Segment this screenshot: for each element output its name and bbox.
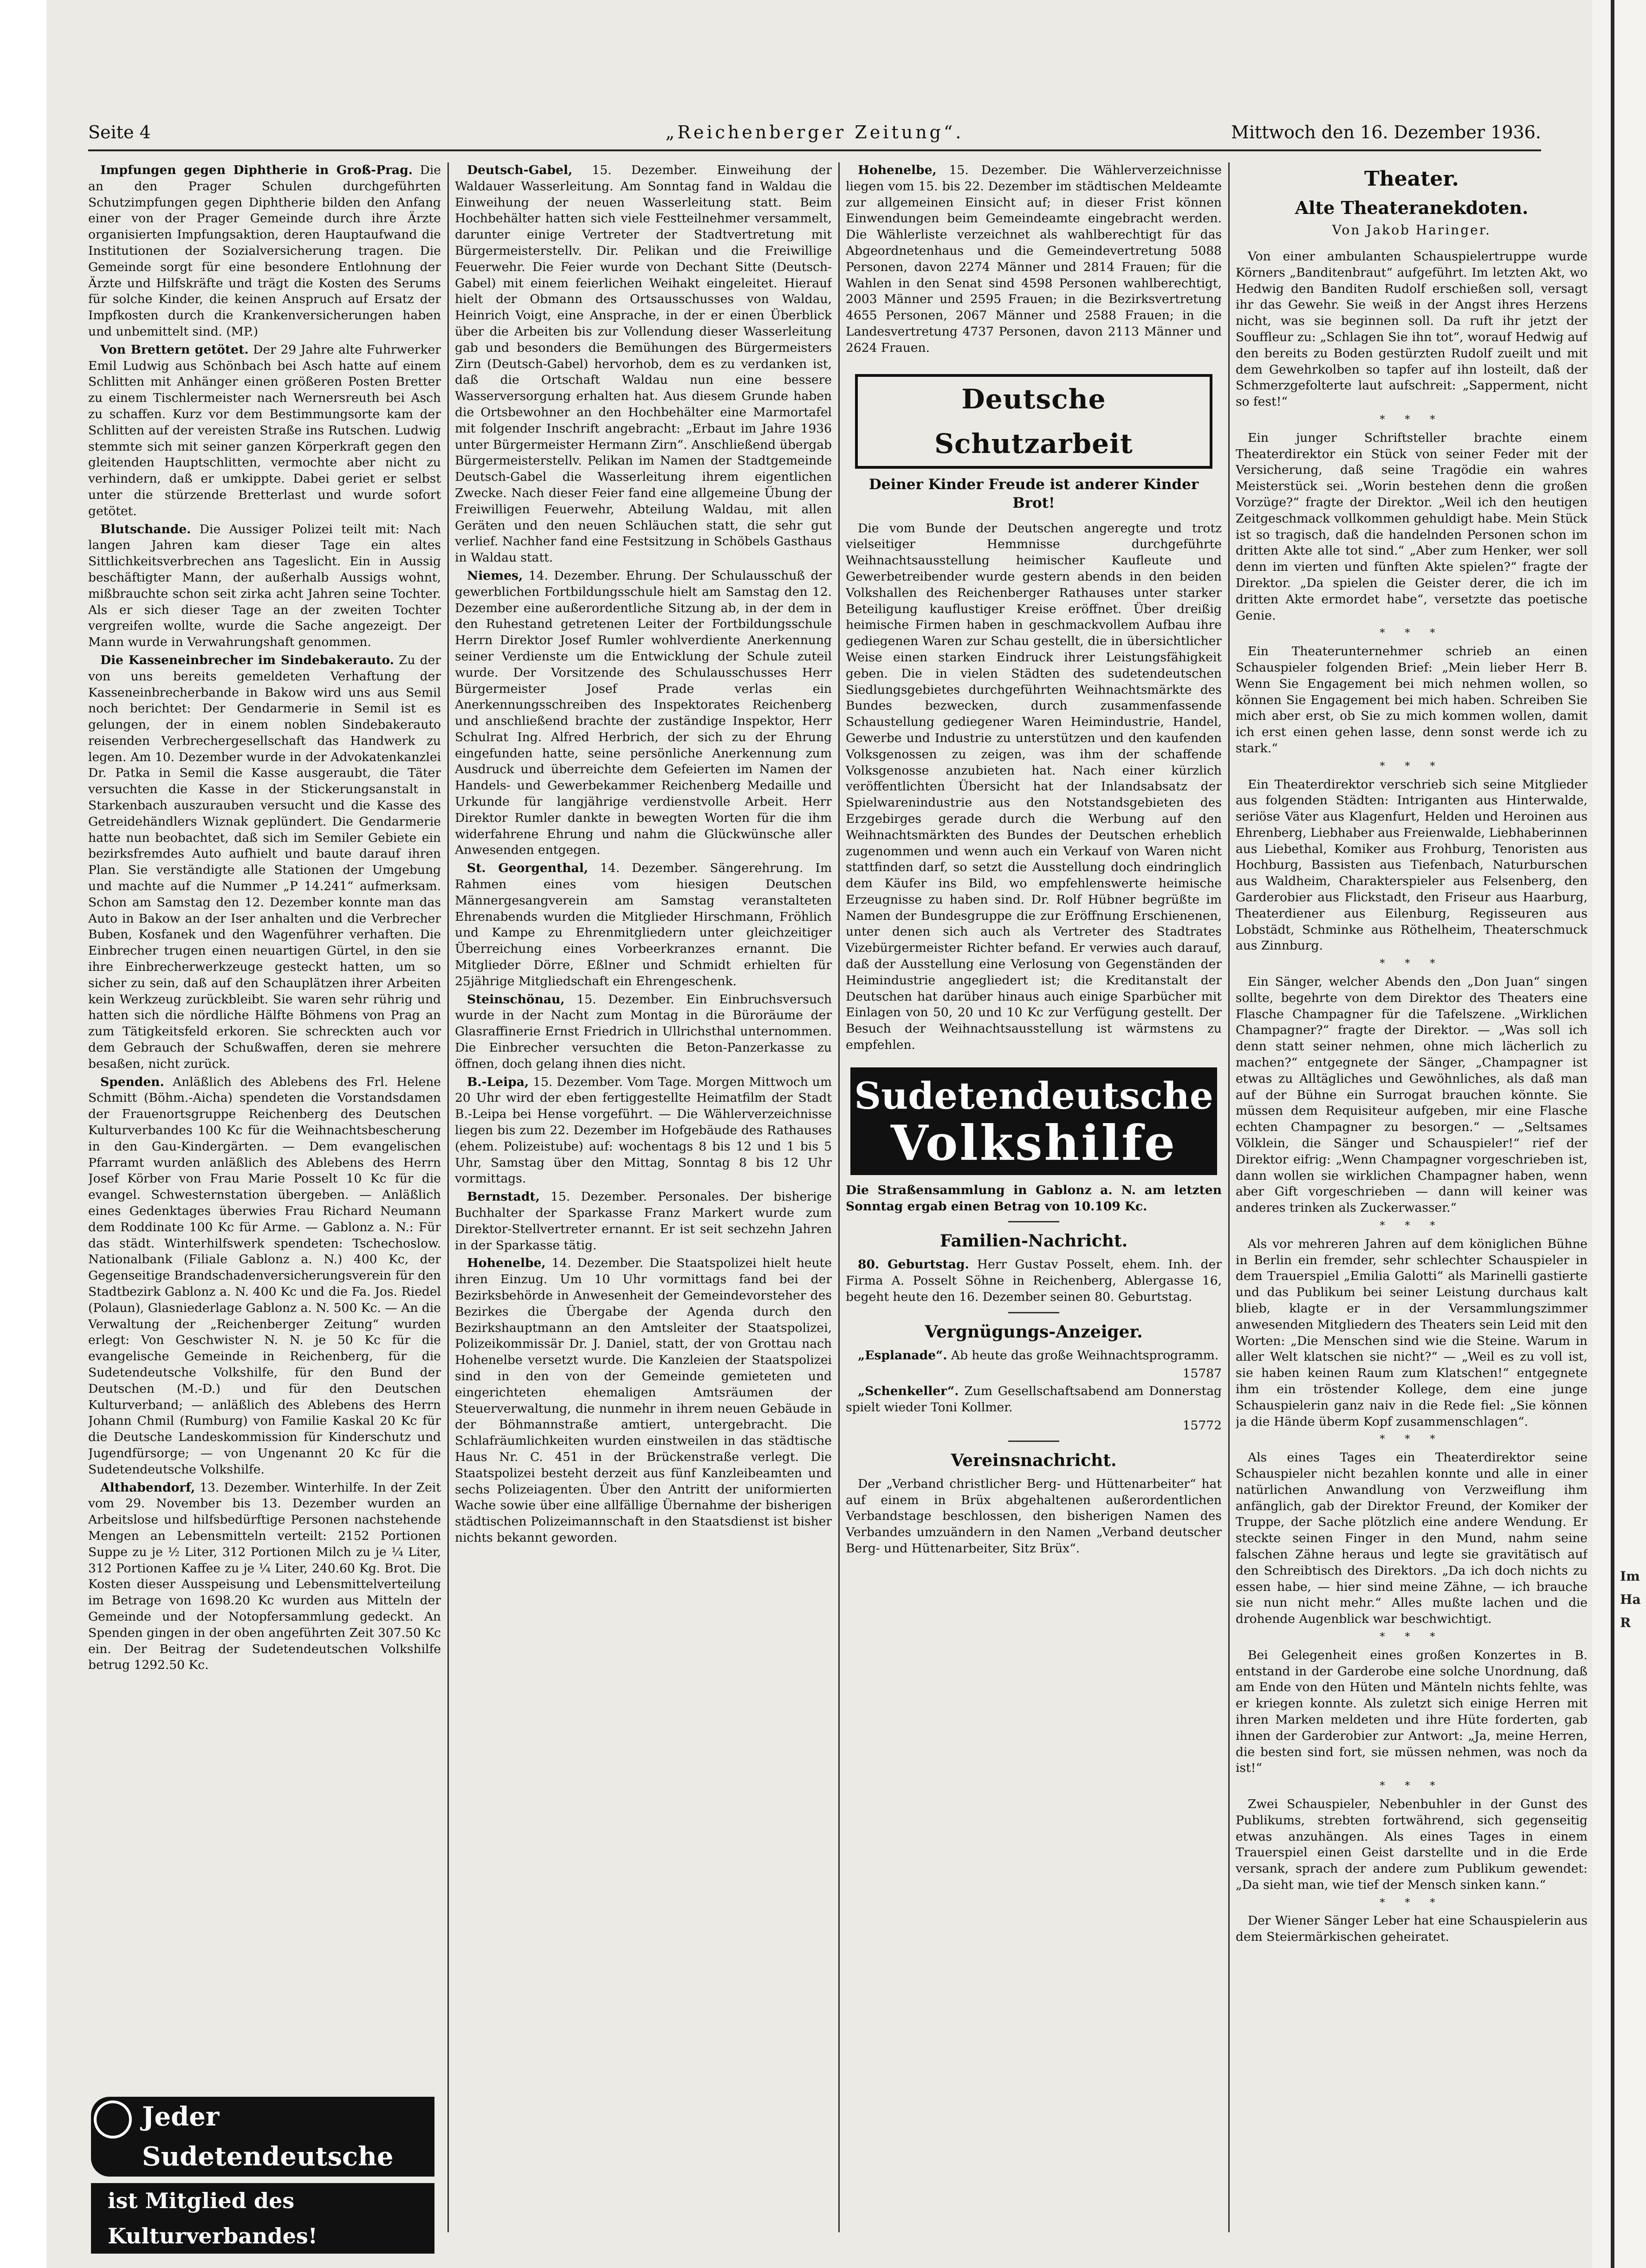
logo-line-1: Sudetendeutsche	[854, 1073, 1213, 1118]
article-title: Hohenelbe,	[858, 163, 937, 177]
article-text: Die an den Prager Schulen durchgeführten Schutzimpfungen gegen Diphtherie bilden den Anfang einer von der Prager Gemeinde durch ihre Ärzte organisierten Impfungsaktion, deren Hauptaufwand die Institutionen der Sozialversicherung tragen. Die Gemeinde sorgt für eine besondere Entlohnung der Ärzte und Hilfskräfte und trägt die Kosten des Serums für solche Kinder, die keinen Anspruch auf Ersatz der Impfkosten durch die Krankenversicherungen haben und unbemittelt sind. (MP.)	[88, 163, 441, 339]
notice-title: „Schenkeller“.	[858, 1384, 959, 1399]
separator-stars: * * *	[1380, 1220, 1444, 1232]
article-text: 14. Dezember. Sängerehrung. Im Rahmen eines vom hiesigen Deutschen Männergesangverein am Samstag veranstalteten Ehrenabends wurden die Mitglieder Hirschmann, Fröhlich und Kampe zu Ehrenmitgliedern unter gleichzeitiger Überreichung eines Vorbeerkranzes ernannt. Die Mitglieder Dörre, Eßlner und Schmidt erhielten für 25jährige Mitgliedschaft ein Ehrengeschenk.	[455, 861, 832, 989]
article-title: Die Kasseneinbrecher im Sindebakerauto.	[100, 653, 394, 667]
article-title: Hohenelbe,	[467, 1256, 546, 1271]
anecdote: Als eines Tages ein Theaterdirektor seine Schauspieler nicht bezahlen konnte und alle in einer natürlichen Anwandlung von Verzweiflung ihm anfänglich, gab der Direktor Freund, der Komiker der Truppe, der Sache plötzlich eine andere Wendung. Er steckte seinen Finger in den Mund, nahm seine falschen Zähne heraus und legte sie gravitätisch auf den Schreibtisch des Direktors. „Da ich doch nichts zu essen habe, — hier sind meine Zähne, — ich brauche sie nun nicht mehr.“ Alles mußte lachen und die drohende Augenblick war beschwichtigt.	[1236, 1450, 1588, 1627]
article-title: Spenden.	[100, 1074, 164, 1089]
notice-title: „Esplanade“.	[858, 1348, 947, 1363]
schutzarbeit-heading-box: Deutsche Schutzarbeit	[855, 374, 1212, 469]
banner-line-1: Jeder Sudetendeutsche	[91, 2097, 434, 2177]
emblem-icon	[94, 2100, 132, 2139]
article	[846, 1257, 1222, 1305]
notice-text: Ab heute das große Weihnachtsprogramm.	[951, 1348, 1219, 1363]
section-heading: Vergnügungs-Anzeiger.	[925, 1322, 1143, 1342]
article-title: Bernstadt,	[467, 1189, 540, 1204]
column-2	[455, 162, 832, 2228]
page-header	[88, 118, 1541, 146]
anecdote: Zwei Schauspieler, Nebenbuhler in der Gunst des Publikums, strebten fortwährend, sich gegenseitig etwas anzuhängen. Als eines Tages in einem Trauerspiel einen Geist darstellte und in die Erde versank, sprach der andere zum Publikum gewendet: „Da sieht man, wie tief der Mensch sinken kann.“	[1236, 1796, 1588, 1892]
article-text: 15. Dezember. Die Wählerverzeichnisse liegen vom 15. bis 22. Dezember im städtischen Meldeamte zur allgemeinen Einsicht auf; in dieser Frist können Einwendungen beim Gemeindeamte eingebracht werden. Die Wählerliste verzeichnet als wahlberechtigt für das Abgeordnetenhaus und die Gemeindevertretung 5088 Personen, davon 2274 Männer und 2814 Frauen; für die Wahlen in den Senat sind 4598 Personen wahlberechtigt, 2003 Männer und 2595 Frauen; in die Bezirksvertretung 4655 Personen, 2067 Männer und 2588 Frauen; in die Landesvertretung 4737 Personen, davon 2113 Männer und 2624 Frauen.	[846, 163, 1222, 355]
column-1	[88, 162, 441, 2088]
section-heading: Theater.	[1364, 167, 1459, 191]
anecdote: Ein Theaterunternehmer schrieb an einen Schauspieler folgenden Brief: „Mein lieber Herr B. Wenn Sie Engagement bei mich nehmen wollen, so können Sie Engagement bei mich haben. Schreiben Sie mich aber erst, ob Sie zu mich kommen wollen, damit ich erst einen gehen lasse, denn sonst werde ich zu stark.“	[1236, 644, 1588, 756]
schutzarbeit-slogan: Deiner Kinder Freude ist anderer Kinder Brot!	[868, 476, 1199, 511]
page-fold-line	[1611, 0, 1614, 2268]
column-rule	[447, 162, 449, 2232]
section-heading: Vereinsnachricht.	[951, 1450, 1117, 1470]
article	[455, 992, 832, 1073]
logo-line-2: Volkshilfe	[890, 1114, 1177, 1171]
article	[88, 162, 441, 340]
article-text: 15. Dezember. Ein Einbruchsversuch wurde in der Nacht zum Montag in die Büroräume der Glasraffinerie Ernst Friedrich in Ullrichsthal unternommen. Die Einbrecher versuchten die Beton-Panzerkasse zu öffnen, doch gelang ihnen dies nicht.	[455, 992, 832, 1071]
author-byline: Von Jakob Haringer.	[1332, 222, 1491, 238]
article-title: Von Brettern getötet.	[100, 342, 249, 357]
notice	[846, 1383, 1222, 1416]
article-text: Herr Gustav Posselt, ehem. Inh. der Firma A. Posselt Söhne in Reichenberg, Ablergasse 16, begeht heute den 16. Dezember seinen 80. Geburtstag.	[846, 1257, 1222, 1305]
issue-date: Mittwoch den 16. Dezember 1936.	[1231, 122, 1541, 142]
notice	[846, 1348, 1222, 1364]
margin-fragment: R	[1620, 1615, 1631, 1630]
article-title: 80. Geburtstag.	[858, 1257, 969, 1272]
article	[88, 1480, 441, 1674]
article-title: Impfungen gegen Diphtherie in Groß-Prag.	[100, 163, 413, 177]
volkshilfe-logo	[850, 1067, 1217, 1175]
notice-number: 15772	[1182, 1418, 1222, 1433]
article-text: Der „Verband christlicher Berg- und Hüttenarbeiter“ hat auf einem in Brüx abgehaltenen außerordentlichen Verbandstage beschlossen, den bisherigen Namen des Verbandes umzuändern in den Namen „Verband deutscher Berg- und Hüttenarbeiter, Sitz Brüx“.	[846, 1476, 1222, 1556]
article	[88, 653, 441, 1073]
adjacent-page-edge	[1592, 0, 1646, 2268]
column-rule	[1228, 162, 1230, 2232]
column-3	[846, 162, 1222, 2228]
anecdote: Der Wiener Sänger Leber hat eine Schauspielerin aus dem Steiermärkischen geheiratet.	[1236, 1913, 1588, 1945]
separator-stars: * * *	[1380, 1434, 1444, 1446]
section-divider	[1008, 1441, 1059, 1442]
newspaper-name: „Reichenberger Zeitung“.	[665, 122, 964, 142]
article-title: Steinschönau,	[467, 992, 565, 1007]
article	[88, 522, 441, 651]
anecdote: Von einer ambulanten Schauspielertruppe wurde Körners „Banditenbraut“ aufgeführt. Im letzten Akt, wo Hedwig den Banditen Rudolf erschießen soll, versagt ihr das Gewehr. Sie weiß in der Angst ihres Herzens nicht, was sie beginnen soll. Da ruft ihr jetzt der Souffleur zu: „Schlagen Sie ihn tot“, worauf Hedwig auf den bereits zu Boden gestürzten Rudolf zueilt und mit dem Gewehrkolben so tapfer auf ihn losteilt, daß der Schmerzgefolterte laut aufschreit: „Sapperment, nicht so fest!“	[1236, 249, 1588, 409]
separator-stars: * * *	[1380, 414, 1444, 426]
article-text: Die vom Bunde der Deutschen angeregte und trotz vielseitiger Hemmnisse durchgeführte Weihnachtsausstellung heimischer Kaufleute und Gewerbetreibender wurde gestern abends in den beiden Volkshallen des Reichenberger Rathauses unter starker Beteiligung kauflustiger Kreise eröffnet. Über dreißig heimische Firmen haben in geschmackvollem Aufbau ihre gediegenen Waren zur Schau gestellt, die in übersichtlicher Weise einen starken Eindruck ihrer Leistungsfähigkeit geben. Die in vielen Städten des sudetendeutschen Siedlungsgebietes durchgeführten Weihnachtsmärkte des Bundes bezwecken, durch zusammenfassende Schaustellung gediegener Waren Heimindustrie, Handel, Gewerbe und Industrie zu unterstützen und den kaufenden Volksgenossen zu zeigen, was ihm der schaffende Volksgenosse anzubieten hat. Nach einer kürzlich veröffentlichten Übersicht hat der Inlandsabsatz der Spielwarenindustrie aus den Notstandsgebieten des Erzgebirges gerade durch die Werbung auf den Weihnachtsmärkten des Bundes der Deutschen erheblich zugenommen und wenn auch ein Verkauf von Waren nicht stattfinden darf, so setzt die Ausstellung doch eindringlich dem Käufer ins Bild, wo empfehlenswerte heimische Erzeugnisse zu haben sind. Dr. Rolf Hübner begrüßte im Namen der Bundesgruppe die zur Eröffnung Erschienenen, unter denen sich auch als Vertreter des Stadtrates Vizebürgermeister Richter befand. Er verwies auch darauf, daß der Ausstellung eine Verlosung von Gegenständen der Heimindustrie angegliedert ist; die Kreditanstalt der Deutschen hat darüber hinaus auch einige Sparbücher mit Einlagen von 50, 20 und 10 Kc zur Verfügung gestellt. Der Besuch der Weihnachtsausstellung ist wärmstens zu empfehlen.	[846, 521, 1222, 1053]
article-text: 14. Dezember. Ehrung. Der Schulausschuß der gewerblichen Fortbildungsschule hielt am Samstag den 12. Dezember eine außerordentliche Sitzung ab, in der dem in den Ruhestand getretenen Leiter der Fortbildungsschule Herrn Direktor Josef Rumler wohlverdiente Anerkennung seiner Verdienste um die Entwicklung der Schule zuteil wurde. Der Vorsitzende des Schulausschusses Herr Bürgermeister Josef Prade verlas ein Anerkennungsschreiben des Inspektorates Reichenberg und anschließend brachte der zuständige Inspektor, Herr Schulrat Ing. Alfred Herbrich, der sich zu der Ehrung eingefunden hatte, seine persönliche Anerkennung zum Ausdruck und überreichte dem Gefeierten im Namen der Handels- und Gewerbekammer Reichenberg Medaille und Urkunde für langjährige verdienstvolle Arbeit. Herr Direktor Rumler dankte in bewegten Worten für die ihm widerfahrene Ehrung und nahm die Glückwünsche aller Anwesenden entgegen.	[455, 568, 832, 858]
header-rule	[88, 149, 1541, 151]
separator-stars: * * *	[1380, 1897, 1444, 1909]
article	[846, 162, 1222, 356]
article-title: Alte Theateranekdoten.	[1295, 197, 1529, 218]
notice-number: 15787	[1182, 1366, 1222, 1381]
article	[455, 162, 832, 566]
volkshilfe-note: Die Straßensammlung in Gablonz a. N. am letzten Sonntag ergab einen Betrag von 10.109 Kc.	[846, 1182, 1222, 1214]
column-4	[1236, 162, 1588, 2228]
article-text: Anläßlich des Ablebens des Frl. Helene Schmitt (Böhm.-Aicha) spendeten die Vorstandsdamen der Frauenortsgruppe Reichenberg des Deutschen Kulturverbandes 100 Kc für die Weihnachtsbescherung in den Gau-Kindergärten. — Dem evangelischen Pfarramt wurden anläßlich des Ablebens des Herrn Josef Körber von Frau Marie Posselt 10 Kc für die evangel. Schwesternstation übergeben. — Anläßlich eines Gedenktages überwies Frau Richard Neumann dem Roddinate 100 Kc für Arme. — Gablonz a. N.: Für das städt. Winterhilfswerk spendeten: Tschechoslow. Nationalbank (Filiale Gablonz a. N.) 400 Kc, der Gegenseitige Brandschadenversicherungsverein für den Stadtbezirk Gablonz a. N. 400 Kc und die Fa. Jos. Riedel (Polaun), Glasniederlage Gablonz a. N. 500 Kc. — An die Verwaltung der „Reichenberger Zeitung“ wurden erlegt: Von Geschwister N. N. je 50 Kc für die evangelische Gemeinde in Reichenberg, für die Sudetendeutsche Volkshilfe, für den Bund der Deutschen (M.-D.) und für den Deutschen Kulturverband; — anläßlich des Ablebens des Herrn Johann Chmil (Rumburg) von Familie Kaskal 20 Kc für die Deutsche Landeskommission für Kinderschutz und Jugendfürsorge; — von Ungenannt 20 Kc für die Sudetendeutsche Volkshilfe.	[88, 1074, 441, 1477]
separator-stars: * * *	[1380, 627, 1444, 640]
article-text: 14. Dezember. Die Staatspolizei hielt heute ihren Einzug. Um 10 Uhr vormittags fand bei der Bezirksbehörde in Anwesenheit der Gemeindevorsteher des Bezirkes die Übergabe der Agenda durch den Bezirkshauptmann an den Amtsleiter der Staatspolizei, Polizeikommissär Dr. J. Daniel, statt, der von Grottau nach Hohenelbe versetzt wurde. Die Kanzleien der Staatspolizei sind in den von der Gemeinde gemieteten und eingerichteten ehemaligen Amtsräumen der Steuerverwaltung, die nunmehr in ihrem neuen Gebäude in der Böhmannstraße amtiert, untergebracht. Die Schlafräumlichkeiten wurden einstweilen in das städtische Haus Nr. C. 451 in der Brückenstraße verlegt. Die Staatspolizei besteht derzeit aus fünf Kanzleibeamten und sechs Polizeiagenten. Über den Antritt der uniformierten Wache sowie über eine allfällige Übernahme der bisherigen städtischen Polizeimannschaft in den Staatsdienst ist bisher nichts bekannt geworden.	[455, 1256, 832, 1545]
article-text: Zu der von uns bereits gemeldeten Verhaftung der Kasseneinbrecherbande in Bakow wird uns aus Semil noch berichtet: Der Gendarmerie in Semil ist es gelungen, der in einem noblen Sindebakerauto reisenden Verbrechergesellschaft das Handwerk zu legen. Am 10. Dezember wurde in der Advokatenkanzlei Dr. Patka in Semil die Kasse ausgeraubt, die Täter versuchten die Kasse in der Stickerungsanstalt in Starkenbach auszurauben versucht und die Kasse des Getreidehändlers Wiznak geplündert. Die Gendarmerie hatte nun beobachtet, daß sich im Semiler Gebiete ein bezirksfremdes Auto aufhielt und baute darauf ihren Plan. Sie verständigte alle Stationen der Umgebung und machte auf die Nummer „P 14.241“ aufmerksam. Schon am Samstag den 12. Dezember konnte man das Auto in Bakow an der Iser anhalten und die Verbrecher Buben, Kosfanek und den Wagenführer verhaften. Die Einbrecher trugen einen neuartigen Gürtel, in den sie ihre Einbrecherwerkzeuge gesteckt hatten, um so sicher zu sein, daß auf den Schauplätzen ihrer Arbeiten kein Werkzeug zurückbleibt. Sie waren sehr rührig und hatten sich die nördliche Hälfte Böhmens von Prag an zum Tätigkeitsfeld erkoren. Sie schreckten auch vor dem Gebrauch der Schußwaffen, deren sie mehrere besaßen, nicht zurück.	[88, 653, 441, 1071]
separator-stars: * * *	[1380, 1631, 1444, 1643]
article	[455, 1189, 832, 1254]
margin-fragment: Ha	[1620, 1592, 1641, 1607]
notice-text: Zum Gesellschaftsabend am Donnerstag spielt wieder Toni Kollmer.	[846, 1384, 1222, 1415]
section-divider	[1008, 1312, 1059, 1313]
article	[88, 342, 441, 520]
article-text: 15. Dezember. Vom Tage. Morgen Mittwoch um 20 Uhr wird der eben fertiggestellte Heimatfilm der Stadt B.-Leipa bei Hense vorgeführt. — Die Wählerverzeichnisse liegen bis zum 22. Dezember im Hofgebäude des Rathauses (ehem. Polizeistube) auf: wochentags 8 bis 12 und 1 bis 5 Uhr, Samstag über den Mittag, Sonntag 8 bis 12 Uhr vormittags.	[455, 1074, 832, 1186]
page-number: Seite 4	[88, 122, 151, 142]
anecdote: Ein Theaterdirektor verschrieb sich seine Mitglieder aus folgenden Städten: Intriganten aus Hinterwalde, seriöse Väter aus Klagenfurt, Helden und Heroinen aus Ehrenberg, Liebhaber aus Freienwalde, Liebhaberinnen aus Liebethal, Komiker aus Frohburg, Tenoristen aus Hochburg, Bassisten aus Tiefenbach, Naturburschen aus Waldheim, Charakterspieler aus Felsenberg, den Garderobier aus Flickstadt, den Friseur aus Haarburg, Theaterdiener aus Eilenburg, Regisseuren aus Lobstädt, Schminke aus Röthelheim, Theaterschmuck aus Zinnburg.	[1236, 777, 1588, 953]
section-heading: Familien-Nachricht.	[940, 1231, 1128, 1251]
article	[455, 568, 832, 859]
banner-line-2: ist Mitglied des Kulturverbandes!	[91, 2183, 434, 2254]
article-text: Die Aussiger Polizei teilt mit: Nach langen Jahren kam dieser Tage ein altes Sittlichkeitsverbrechen ans Tageslicht. Ein in Aussig beschäftigter Mann, der außerhalb Aussigs wohnt, mißbrauchte schon seit zirka acht Jahren seine Tochter. Als er sich dieser Tage an der zweiten Tochter vergreifen wollte, wurde die Sache angezeigt. Der Mann wurde in Verwahrungshaft genommen.	[88, 522, 441, 650]
article	[455, 860, 832, 989]
article	[88, 1074, 441, 1478]
article-text: 15. Dezember. Einweihung der Waldauer Wasserleitung. Am Sonntag fand in Waldau die Einweihung der neuen Wasserleitung statt. Beim Hochbehälter hatten sich viele Festteilnehmer versammelt, darunter einige Vertreter der Stadtvertretung mit Bürgermeisterstellv. Dir. Pelikan und die Freiwillige Feuerwehr. Die Feier wurde von Dechant Sitte (Deutsch-Gabel) mit einem feierlichen Weihakt eingeleitet. Hierauf hielt der Obmann des Ortsausschusses von Waldau, Heinrich Voigt, eine Ansprache, in der er einen Überblick über die Arbeiten bis zur Vollendung dieser Wasserleitung gab und besonders die Bemühungen des Bürgermeisters Zirn (Deutsch-Gabel) hervorhob, dem es zu verdanken ist, daß die Ortschaft Waldau nun eine bessere Wasserversorgung erhalten hat. Aus diesem Grunde haben die Ortsbewohner an den Hochbehälter eine Marmortafel mit folgender Inschrift angebracht: „Erbaut im Jahre 1936 unter Bürgermeister Hermann Zirn“. Anschließend übergab Bürgermeisterstellv. Pelikan im Namen der Stadtgemeinde Deutsch-Gabel die Wasserleitung ihrem eigentlichen Zwecke. Nach dieser Feier fand eine allgemeine Übung der Freiwilligen Feuerwehr, Abteilung Waldau, mit allen Geräten und den neuen Schläuchen statt, die sehr gut verlief. Nachher fand eine Festsitzung in Schöbels Gasthaus in Waldau statt.	[455, 163, 832, 565]
article-title: Deutsch-Gabel,	[467, 163, 573, 177]
anecdote: Ein junger Schriftsteller brachte einem Theaterdirektor ein Stück von seiner Feder mit der Versicherung, daß seine Tragödie ein wahres Meisterstück sei. „Worin bestehen denn die großen Vorzüge?“ fragte der Direktor. „Weil ich den heutigen Zeitgeschmack vollkommen gehuldigt habe. Mein Stück ist so tragisch, daß die handelnden Personen schon im dritten Akte alle tot sind.“ „Aber zum Henker, wer soll denn im vierten und fünften Akte spielen?“ fragte der Direktor. „Da spielen die Geister derer, die ich im dritten Akte ermordet habe“, versetzte das poetische Genie.	[1236, 430, 1588, 623]
section-divider	[1008, 1221, 1059, 1222]
article	[455, 1255, 832, 1546]
anecdote: Bei Gelegenheit eines großen Konzertes in B. entstand in der Garderobe eine solche Unordnung, daß am Ende von den Hüten und Mänteln nichts fehlte, was er kriegen konnte. Als zuletzt sich einige Herren mit ihren Marken meldeten und ihre Hüte forderten, gab ihnen der Garderobier zur Antwort: „Ja, meine Herren, die besten sind fort, sie müssen nehmen, was noch da ist!“	[1236, 1648, 1588, 1776]
article-text: Der 29 Jahre alte Fuhrwerker Emil Ludwig aus Schönbach bei Asch hatte auf einem Schlitten mit Anhänger einen größeren Posten Bretter zu einem Tischlermeister nach Wernersreuth bei Asch zu schaffen. Kurz vor dem Bestimmungsorte kam der Schlitten auf der vereisten Straße ins Rutschen. Ludwig stemmte sich mit seiner ganzen Körperkraft gegen den gleitenden Hauptschlitten, vermochte aber nicht zu verhindern, daß er umkippte. Dabei geriet er selbst unter die stürzende Bretterlast und wurde sofort getötet.	[88, 342, 441, 518]
article-text: 13. Dezember. Winterhilfe. In der Zeit vom 29. November bis 13. Dezember wurden an Arbeitslose und hilfsbedürftige Personen nachstehende Mengen an Lebensmitteln verteilt: 2152 Portionen Suppe zu je ½ Liter, 312 Portionen Milch zu je ¼ Liter, 312 Portionen Kaffee zu je ¼ Liter, 240.60 Kg. Brot. Die Kosten dieser Ausspeisung und Lebensmittelverteilung im Betrage von 1698.20 Kc wurden aus Mitteln der Gemeinde und der Notopfersammlung gedeckt. An Spenden gingen in der oben angeführten Zeit 307.50 Kc ein. Der Beitrag der Sudetendeutschen Volkshilfe betrug 1292.50 Kc.	[88, 1480, 441, 1673]
article-title: Niemes,	[467, 568, 523, 583]
separator-stars: * * *	[1380, 760, 1444, 772]
separator-stars: * * *	[1380, 1780, 1444, 1792]
article-text: 15. Dezember. Personales. Der bisherige Buchhalter der Sparkasse Franz Markert wurde zum Direktor-Stellvertreter ernannt. Er ist seit sechzehn Jahren in der Sparkasse tätig.	[455, 1189, 832, 1253]
column-rule	[838, 162, 840, 2232]
article-title: B.-Leipa,	[467, 1074, 529, 1089]
anecdote: Als vor mehreren Jahren auf dem königlichen Bühne in Berlin ein fremder, sehr schlechter Schauspieler in dem Trauerspiel „Emilia Galotti“ als Marinelli gastierte und das Publikum bei seiner Leistung durchaus kalt blieb, klagte er in der Versammlungszimmer anwesenden Mitgliedern des Theaters sein Leid mit den Worten: „Die Menschen sind wie die Steine. Warum in aller Welt klatschen sie nicht?“ — „Weil es zu voll ist, sie haben keinen Raum zum Klatschen!“ entgegnete ihm ein tröstender Kollege, dem eine junge Schauspielerin ganz naiv in die Rede fiel: „Sie können ja die Hände überm Kopf zusammenschlagen“.	[1236, 1236, 1588, 1429]
article-title: St. Georgenthal,	[467, 861, 589, 876]
separator-stars: * * *	[1380, 958, 1444, 970]
kulturverband-banner	[91, 2097, 434, 2249]
margin-fragment: Im	[1620, 1569, 1640, 1584]
article-title: Blutschande.	[100, 522, 191, 536]
anecdote: Ein Sänger, welcher Abends den „Don Juan“ singen sollte, begehrte von dem Direktor des Theaters eine Flasche Champagner für die Tafelszene. „Wirklichen Champagner?“ fragte der Direktor. — „Was soll ich denn statt seiner nehmen, ohne mich lächerlich zu machen?“ entgegnete der Sänger, „Champagner ist etwas zu Alltägliches und Gewöhnliches, als daß man auf der Bühne ein Surrogat brauchen könnte. Sie müssen dem Requisiteur aufgeben, mir eine Flasche echten Champagner zu besorgen.“ — „Seltsames Völklein, die Sänger und Schauspieler!“ rief der Direktor eifrig: „Wenn Champagner vorgeschrieben ist, dann wollen sie wirklichen Champagner haben, wenn aber Gift vorgeschrieben — dann will keiner was anderes trinken als Zuckerwasser.“	[1236, 975, 1588, 1215]
article	[455, 1074, 832, 1188]
article-title: Althabendorf,	[100, 1480, 195, 1495]
